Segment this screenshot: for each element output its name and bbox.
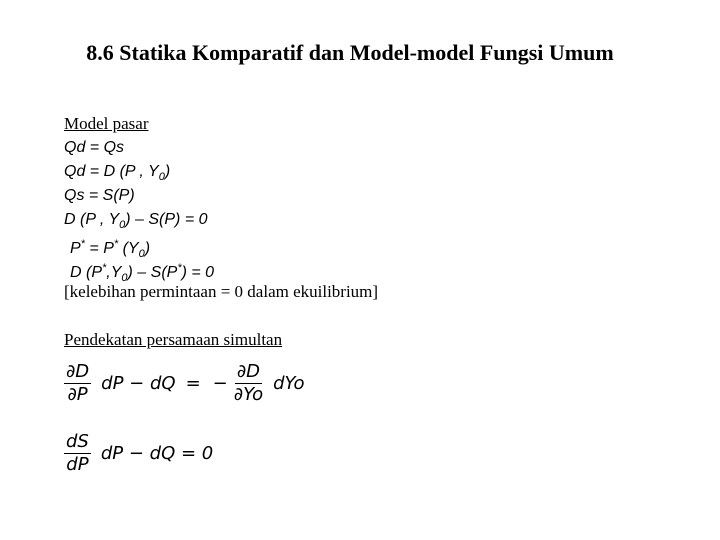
model-heading: Model pasar xyxy=(64,114,149,133)
simultaneous-equation-1: $\frac{\partial D}{\partial P}$ dP − dQ = − $\frac{\partial D}{\partial Yo}$ dYo xyxy=(66,361,305,405)
derivative-fraction: $\frac{dS}{dP}$ xyxy=(66,431,89,475)
simultaneous-equation-2: $\frac{dS}{dP}$ dP − dQ = 0 xyxy=(66,431,214,475)
equation-line: D (P , $Y_0) - S(P) = 0$ xyxy=(64,211,208,231)
equilibrium-note: [kelebihan permintaan = 0 dalam ekuilibrium] xyxy=(64,282,379,301)
equilibrium-price-line: P* = P* $(Y_0)$ xyxy=(70,238,151,260)
page-title: 8.6 Statika Komparatif dan Model-model Fungsi Umum xyxy=(86,40,614,65)
model-block xyxy=(64,112,624,352)
excess-demand-line: D $(P^*,Y_0) - S(P^*) = 0$ xyxy=(70,262,215,284)
simultaneous-heading: Pendekatan persamaan simultan xyxy=(64,330,283,349)
equation-line: Qs = S(P) xyxy=(64,187,135,204)
equation-line: Qd = Qs xyxy=(64,139,125,156)
equation-line: Qd = D (P , $Y_0$) xyxy=(64,163,171,183)
partial-derivative-fraction: $\frac{\partial D}{\partial P}$ xyxy=(66,361,90,405)
partial-derivative-fraction: $\frac{\partial D}{\partial Yo}$ xyxy=(233,361,264,405)
